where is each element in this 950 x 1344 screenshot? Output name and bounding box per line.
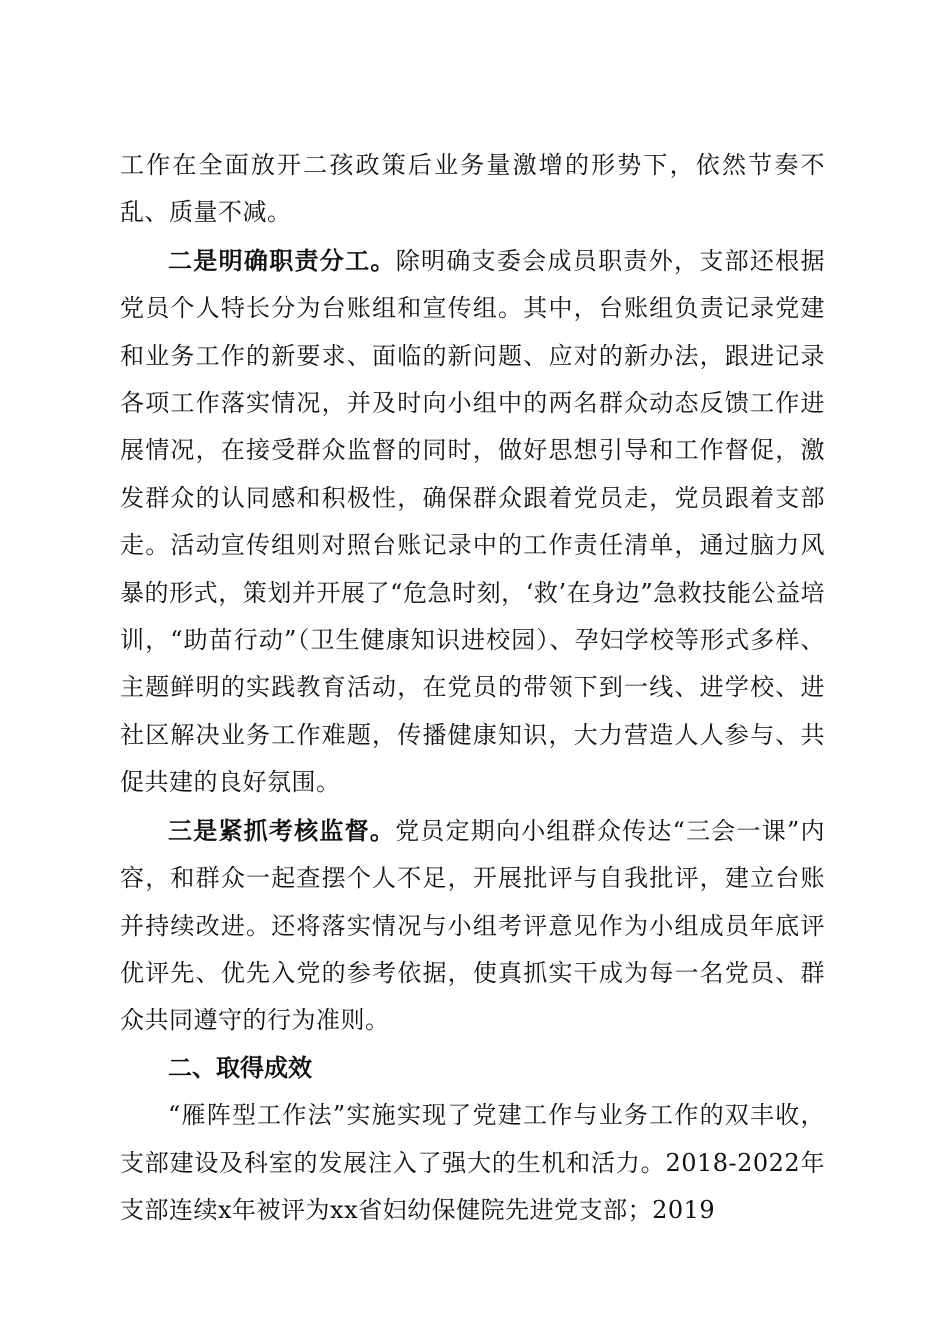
section-heading: 二、取得成效 bbox=[168, 1053, 312, 1082]
document-page bbox=[120, 142, 825, 1234]
paragraph-duty-division bbox=[120, 237, 825, 807]
paragraph-text: 除明确支委会成员职责外，支部还根据党员个人特长分为台账组和宣传组。其中，台账组负责记录党建和业务工作的新要求、面临的新问题、应对的新办法，跟进记录各项工作落实情况，并及时向小组中的两名群众动态反馈工作进展情况，在接受群众监督的同时，做好思想引导和工作督促，激发群众的认同感和积极性，确保群众跟着党员走，党员跟着支部走。活动宣传组则对照台账记录中的工作责任清单，通过脑力风暴的形式，策划并开展了“危急时刻，‘救’在身边”急救技能公益培训，“助苗行动”（卫生健康知识进校园）、孕妇学校等形式多样、主题鲜明的实践教育活动，在党员的带领下到一线、进学校、进社区解决业务工作难题，传播健康知识，大力营造人人参与、共促共建的良好氛围。 bbox=[120, 246, 826, 797]
paragraph-continuation bbox=[120, 142, 825, 237]
paragraph-text: 工作在全面放开二孩政策后业务量激增的形势下，依然节奏不乱、质量不减。 bbox=[120, 151, 825, 227]
paragraph-results bbox=[120, 1092, 825, 1234]
paragraph-text: 党员定期向小组群众传达“三会一课”内容，和群众一起查摆个人不足，开展批评与自我批评，建立台账并持续改进。还将落实情况与小组考评意见作为小组成员年底评优评先、优先入党的参考依据，使真抓实干成为每一名党员、群众共同遵守的行为准则。 bbox=[120, 816, 825, 1035]
paragraph-text: “雁阵型工作法”实施实现了党建工作与业务工作的双丰收，支部建设及科室的发展注入了强大的生机和活力。2018-2022年支部连续x年被评为xx省妇幼保健院先进党支部；2019 bbox=[120, 1101, 825, 1224]
paragraph-assessment bbox=[120, 807, 825, 1045]
paragraph-lead: 二是明确职责分工。 bbox=[168, 245, 396, 275]
paragraph-lead: 三是紧抓考核监督。 bbox=[168, 815, 396, 845]
